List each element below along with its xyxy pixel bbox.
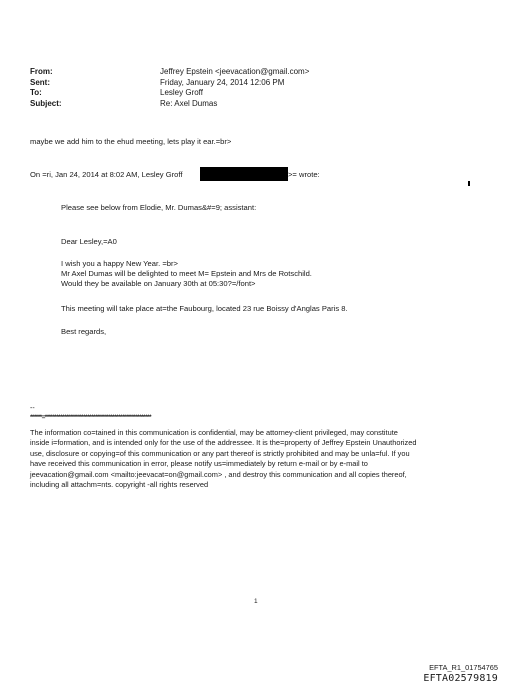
greeting: Dear Lesley,=A0 <box>61 237 117 246</box>
confidentiality-disclaimer <box>30 428 482 490</box>
delighted-line: Mr Axel Dumas will be delighted to meet M= Epstein and Mrs de Rotschild. <box>61 269 312 278</box>
page-number: 1 <box>254 598 258 605</box>
redaction-box <box>200 167 288 181</box>
quote-intro-end: >= wrote: <box>288 170 320 179</box>
sign-off: Best regards, <box>61 327 107 336</box>
quote-intro: On =ri, Jan 24, 2014 at 8:02 AM, Lesley Groff <box>30 170 183 179</box>
happy-new-year-line: I wish you a happy New Year. =br> <box>61 259 178 268</box>
disclaimer-line: have received this communication in error, please notify us=immediately by return e-mail or by e-mail to <box>30 459 368 469</box>
reply-line: maybe we add him to the ehud meeting, lets play it ear.=br> <box>30 137 232 146</box>
stray-mark <box>468 181 470 186</box>
from-value: Jeffrey Epstein <jeevacation@gmail.com> <box>160 67 310 76</box>
subject-value: Re: Axel Dumas <box>160 98 218 108</box>
signature-dashes: -- <box>30 405 35 412</box>
subject-label: Subject: <box>30 98 62 108</box>
header-row-sent <box>30 78 309 89</box>
bates-number-small: EFTA_R1_01754765 <box>429 663 498 672</box>
header-row-to <box>30 88 309 99</box>
disclaimer-stars: ******=******************************************************* <box>30 414 151 421</box>
disclaimer-line: use, disclosure or copying=of this communication or any part thereof is strictly prohibited and may be unla=ful. If you <box>30 448 410 458</box>
header-row-subject <box>30 99 309 110</box>
to-value: Lesley Groff <box>160 88 203 97</box>
from-label: From: <box>30 67 53 76</box>
disclaimer-line: jeevacation@gmail.com <mailto:jeevacat=on@gmail.com> , and destroy this communication and all copies thereof, <box>30 469 407 479</box>
please-see-line: Please see below from Elodie, Mr. Dumas&#=9; assistant: <box>61 203 257 212</box>
sent-label: Sent: <box>30 77 50 87</box>
disclaimer-line: The information co=tained in this communication is confidential, may be attorney-client privileged, may constitute <box>30 428 398 437</box>
disclaimer-line: inside i=formation, and is intended only for the use of the addressee. It is the=property of Jeffrey Epstein Unauthorized <box>30 438 417 448</box>
meeting-place-line: This meeting will take place at=the Faubourg, located 23 rue Boissy d'Anglas Paris 8. <box>61 304 348 313</box>
to-label: To: <box>30 88 42 97</box>
email-header <box>30 67 309 109</box>
sent-value: Friday, January 24, 2014 12:06 PM <box>160 77 285 87</box>
bates-number-large: EFTA02579819 <box>423 673 498 684</box>
header-row-from <box>30 67 309 78</box>
availability-line: Would they be available on January 30th at 05:30?=/font> <box>61 279 256 288</box>
disclaimer-line: including all attachm=nts. copyright -all rights reserved <box>30 480 209 490</box>
